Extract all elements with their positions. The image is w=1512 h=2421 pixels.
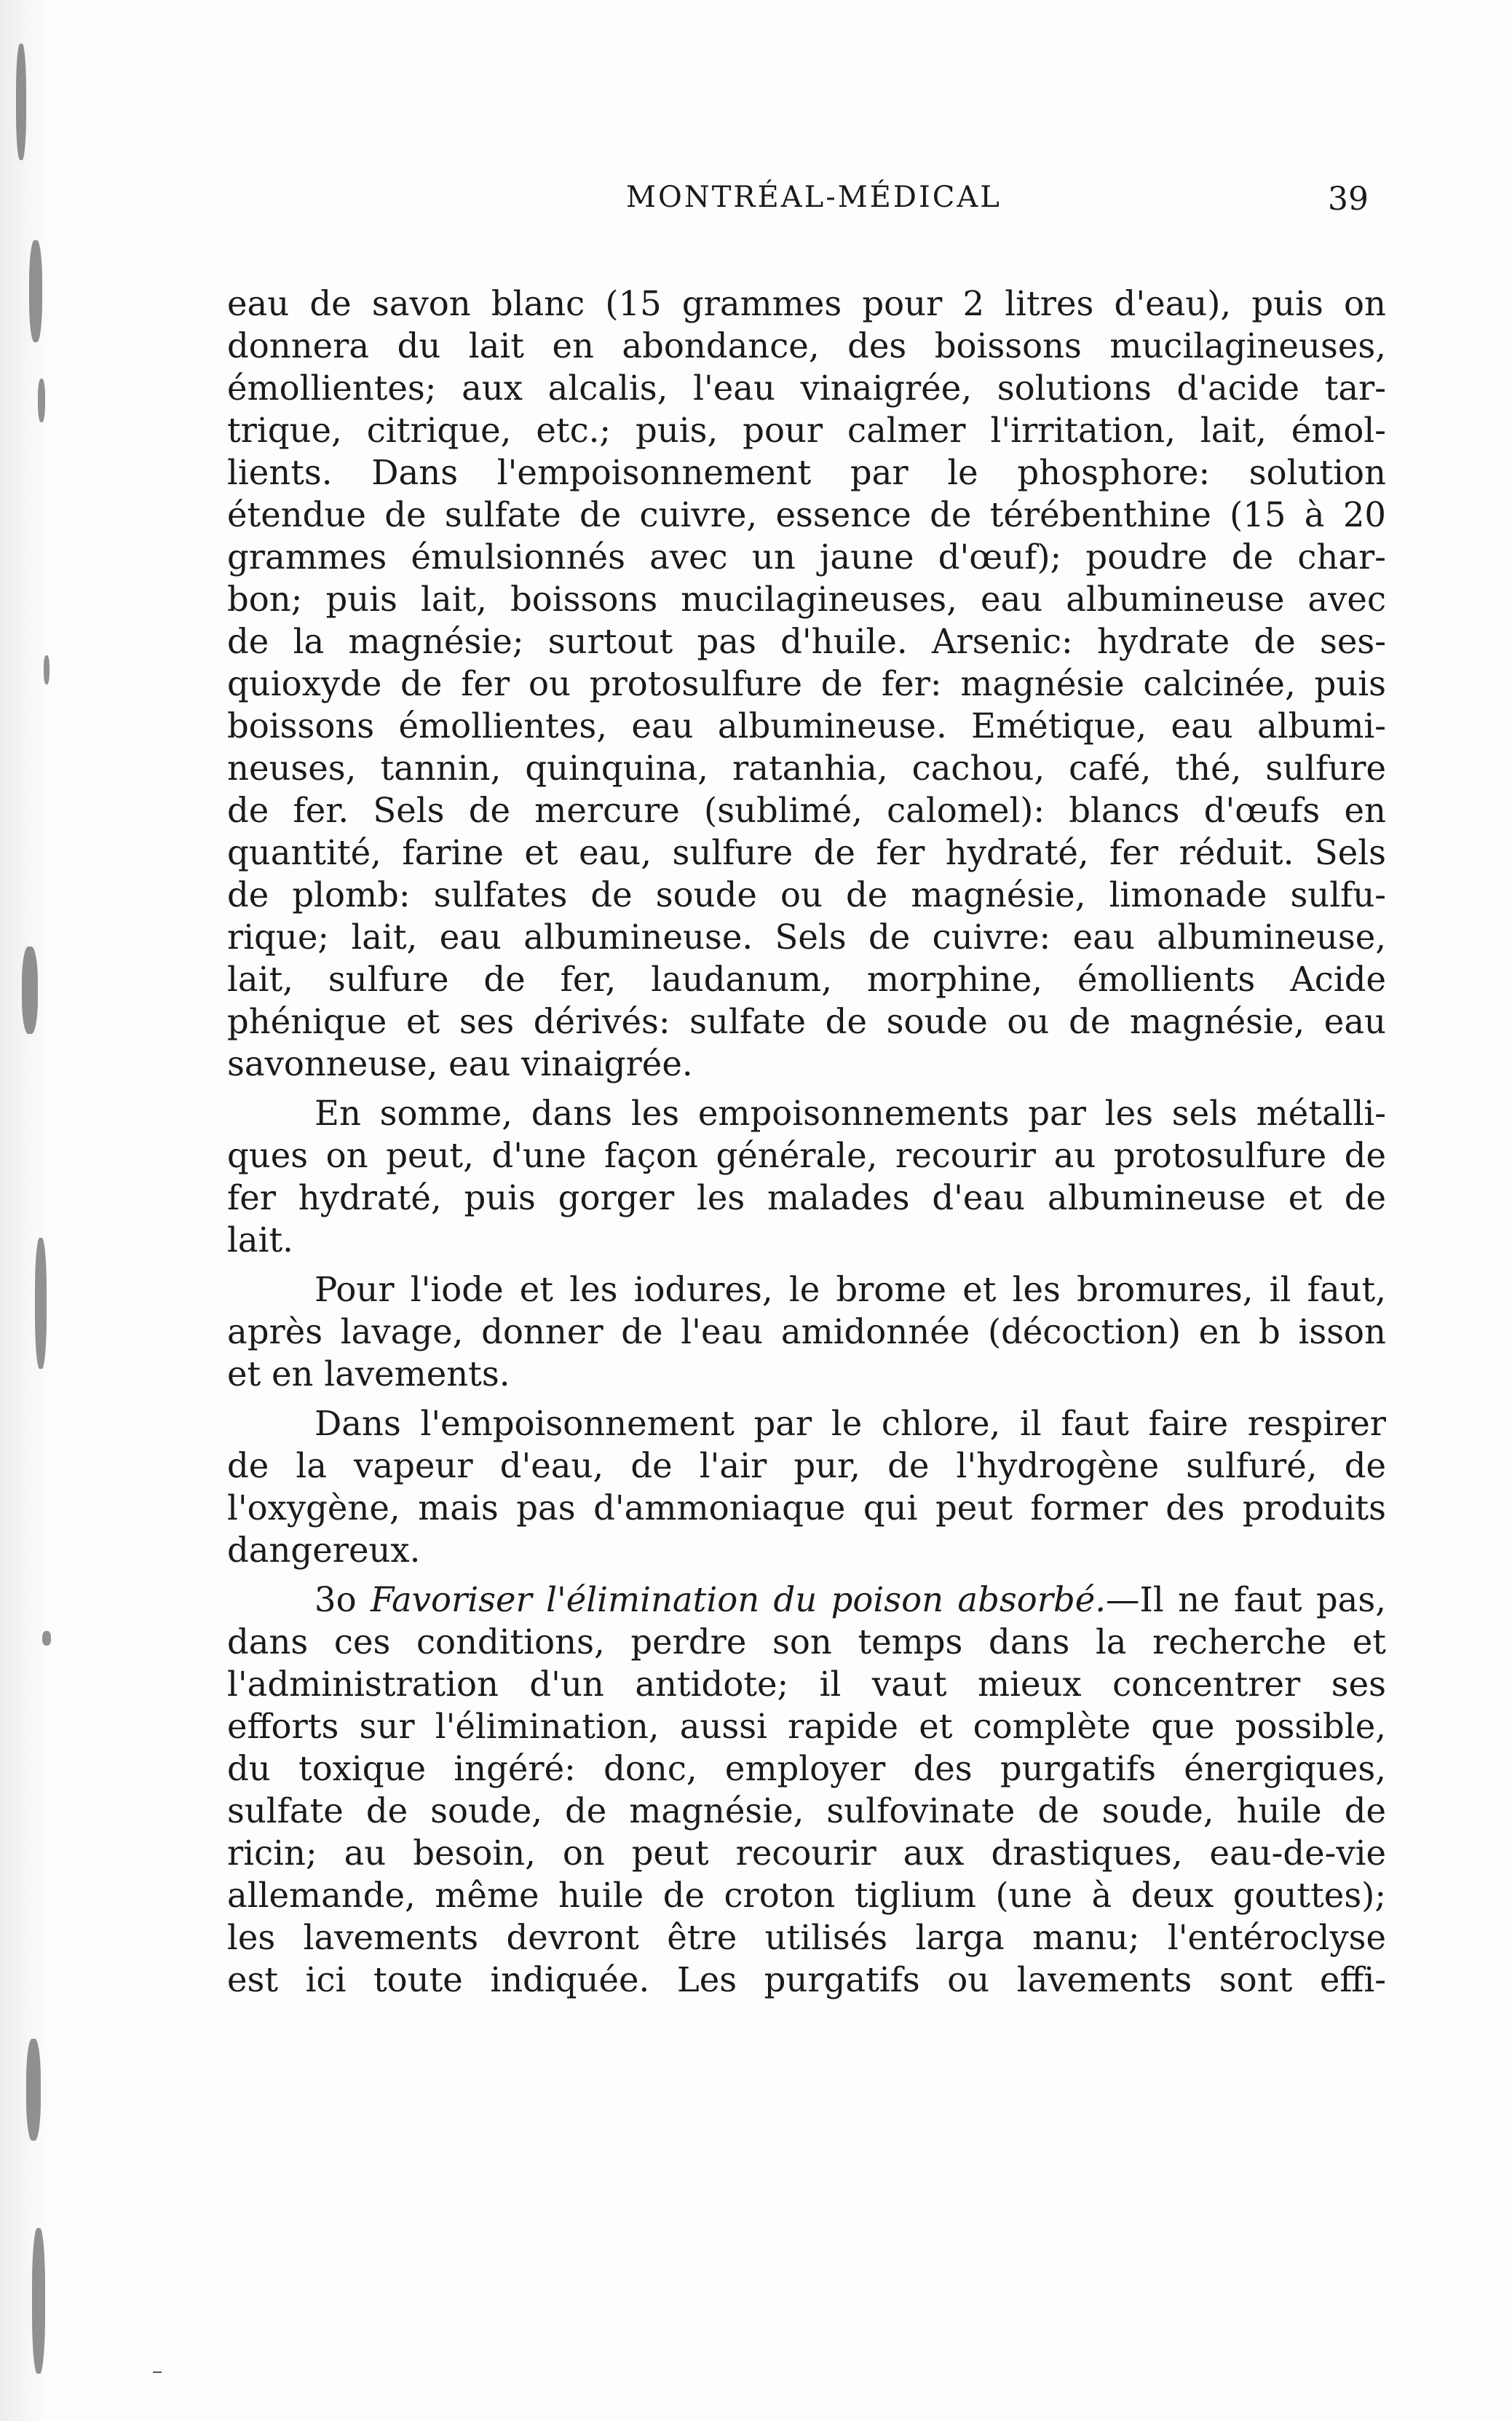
text-line: est ici toute indiquée. Les purgatifs ou lavements sont effi- [227, 1960, 1386, 1999]
text-line: lait, sulfure de fer, laudanum, morphine, émollients Acide [227, 960, 1386, 999]
page-mark [153, 2371, 162, 2373]
text-line: l'oxygène, mais pas d'ammoniaque qui peut former des produits [227, 1488, 1386, 1528]
binding-edge [0, 0, 51, 2421]
scan-speck [26, 2039, 41, 2141]
text-line: émollientes; aux alcalis, l'eau vinaigrée, solutions d'acide tar- [227, 368, 1386, 408]
section-heading-line [227, 1579, 1386, 1621]
running-title: MONTRÉAL-MÉDICAL [626, 181, 1002, 214]
text-line: Pour l'iode et les iodures, le brome et les bromures, il faut, [314, 1270, 1386, 1309]
text-line: sulfate de soude, de magnésie, sulfovinate de soude, huile de [227, 1791, 1386, 1830]
text-line: fer hydraté, puis gorger les malades d'eau albumineuse et de [227, 1178, 1386, 1217]
text-line: boissons émollientes, eau albumineuse. Emétique, eau albumi- [227, 706, 1386, 746]
text-line: trique, citrique, etc.; puis, pour calmer l'irritation, lait, émol- [227, 411, 1386, 450]
text-line: phénique et ses dérivés: sulfate de soude ou de magnésie, eau [227, 1002, 1386, 1041]
text-line: et en lavements. [227, 1354, 510, 1394]
section-heading-continuation: —Il ne faut pas, [1106, 1580, 1386, 1619]
text-line: efforts sur l'élimination, aussi rapide et complète que possible, [227, 1707, 1386, 1746]
text-line: savonneuse, eau vinaigrée. [227, 1044, 693, 1083]
text-line: l'administration d'un antidote; il vaut mieux concentrer ses [227, 1664, 1386, 1704]
scan-speck [22, 947, 38, 1034]
text-line: allemande, même huile de croton tiglium (une à deux gouttes); [227, 1876, 1386, 1915]
text-line: de la vapeur d'eau, de l'air pur, de l'hydrogène sulfuré, de [227, 1446, 1386, 1485]
section-number: 3o [314, 1580, 371, 1619]
scan-speck [32, 2228, 45, 2374]
text-line: de plomb: sulfates de soude ou de magnésie, limonade sulfu- [227, 875, 1386, 915]
text-line: neuses, tannin, quinquina, ratanhia, cachou, café, thé, sulfure [227, 749, 1386, 788]
text-line: du toxique ingéré: donc, employer des purgatifs énergiques, [227, 1749, 1386, 1788]
scan-speck [16, 44, 26, 160]
text-line: En somme, dans les empoisonnements par les sels métalli- [314, 1094, 1386, 1133]
text-line: donnera du lait en abondance, des boissons mucilagineuses, [227, 326, 1386, 366]
text-line: étendue de sulfate de cuivre, essence de térébenthine (15 à 20 [227, 495, 1386, 534]
page-header [233, 181, 1369, 232]
scan-speck [38, 379, 45, 422]
text-line: eau de savon blanc (15 grammes pour 2 litres d'eau), puis on [227, 284, 1386, 323]
text-line: les lavements devront être utilisés larga manu; l'entéroclyse [227, 1918, 1386, 1957]
text-line: quantité, farine et eau, sulfure de fer hydraté, fer réduit. Sels [227, 833, 1386, 872]
body-text [227, 283, 1386, 2001]
text-line: de la magnésie; surtout pas d'huile. Arsenic: hydrate de ses- [227, 622, 1386, 661]
text-line: quioxyde de fer ou protosulfure de fer: magnésie calcinée, puis [227, 664, 1386, 703]
scan-speck [44, 655, 50, 684]
scan-speck [29, 240, 42, 342]
scan-speck [35, 1238, 47, 1369]
page-number: 39 [1328, 181, 1369, 218]
text-line: grammes émulsionnés avec un jaune d'œuf); poudre de char- [227, 537, 1386, 577]
text-line: ques on peut, d'une façon générale, recourir au protosulfure de [227, 1136, 1386, 1175]
scan-speck [42, 1631, 51, 1646]
text-line: dans ces conditions, perdre son temps dans la recherche et [227, 1622, 1386, 1662]
section-heading: Favoriser l'élimination du poison absorbé. [370, 1580, 1107, 1619]
text-line: de fer. Sels de mercure (sublimé, calomel): blancs d'œufs en [227, 791, 1386, 830]
text-line: lients. Dans l'empoisonnement par le phosphore: solution [227, 453, 1386, 492]
text-line: bon; puis lait, boissons mucilagineuses, eau albumineuse avec [227, 580, 1386, 619]
text-line: ricin; au besoin, on peut recourir aux drastiques, eau-de-vie [227, 1833, 1386, 1873]
text-line: Dans l'empoisonnement par le chlore, il faut faire respirer [314, 1404, 1386, 1443]
text-line: lait. [227, 1220, 293, 1260]
text-line: rique; lait, eau albumineuse. Sels de cuivre: eau albumineuse, [227, 917, 1386, 957]
text-line: dangereux. [227, 1531, 421, 1570]
text-line: après lavage, donner de l'eau amidonnée (décoction) en b isson [227, 1312, 1386, 1351]
